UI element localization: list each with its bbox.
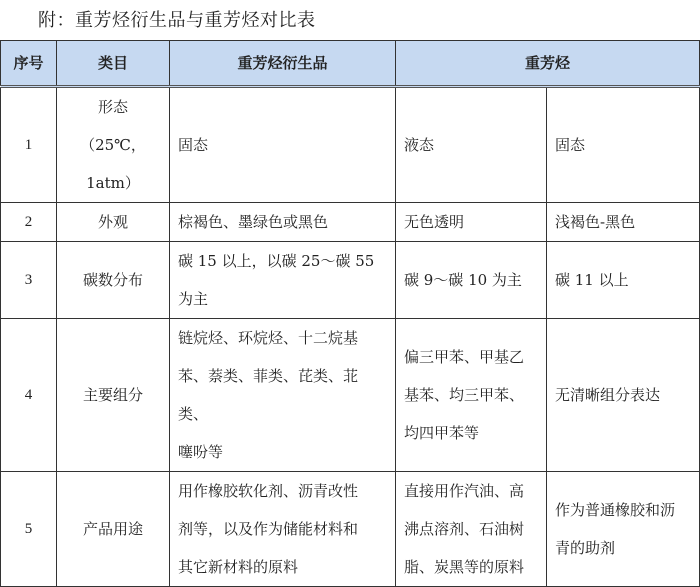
derivative-line: 苯、萘类、菲类、芘类、苝类、 [178,367,359,423]
heavy-aromatics-liquid-cell [396,319,547,472]
heavy-b-line: 作为普通橡胶和沥 [555,501,676,519]
derivative-line: 噻吩等 [178,443,224,461]
derivative-line: 为主 [178,290,209,308]
heavy-a-line: 脂、炭黑等的原料 [404,558,525,576]
heavy-b-line: 浅褐色-黑色 [555,213,636,231]
derivative-line: 固态 [178,136,209,154]
heavy-aromatics-solid-cell [547,87,700,203]
heavy-b-line: 碳 11 以上 [555,271,629,289]
row-index: 3 [1,242,57,319]
heavy-aromatics-liquid-cell [396,242,547,319]
heavy-aromatics-solid-cell [547,242,700,319]
heavy-a-line: 碳 9～碳 10 为主 [404,271,522,289]
heavy-a-line: 基苯、均三甲苯、 [404,386,525,404]
row-category [57,203,170,242]
heavy-b-line: 固态 [555,136,586,154]
derivative-cell [170,472,396,587]
row-index: 1 [1,87,57,203]
derivative-line: 其它新材料的原料 [178,558,299,576]
category-line: （25℃， [80,136,146,154]
heavy-a-line: 均四甲苯等 [404,424,480,442]
derivative-cell [170,203,396,242]
comparison-table [0,40,700,587]
category-line: 碳数分布 [82,271,143,289]
category-line: 产品用途 [82,520,143,538]
category-line: 形态 [97,98,128,116]
table-row [1,242,700,319]
heavy-aromatics-solid-cell [547,203,700,242]
table-header-row [1,41,700,87]
derivative-cell [170,319,396,472]
heavy-a-line: 液态 [404,136,435,154]
row-index: 4 [1,319,57,472]
row-category [57,242,170,319]
derivative-cell [170,87,396,203]
heavy-aromatics-liquid-cell [396,203,547,242]
heavy-b-line: 无清晰组分表达 [555,386,661,404]
table-row [1,203,700,242]
heavy-aromatics-solid-cell [547,319,700,472]
header-heavy-aromatics: 重芳烃 [396,41,700,87]
header-derivative: 重芳烃衍生品 [170,41,396,87]
row-index: 5 [1,472,57,587]
row-index: 2 [1,203,57,242]
header-index: 序号 [1,41,57,87]
derivative-line: 链烷烃、环烷烃、十二烷基 [178,329,359,347]
derivative-line: 碳 15 以上，以碳 25～碳 55 [178,252,375,270]
heavy-a-line: 沸点溶剂、石油树 [404,520,525,538]
row-category [57,87,170,203]
heavy-a-line: 偏三甲苯、甲基乙 [404,348,525,366]
heavy-a-line: 直接用作汽油、高 [404,482,525,500]
table-row [1,472,700,587]
row-category [57,472,170,587]
header-category: 类目 [57,41,170,87]
heavy-a-line: 无色透明 [404,213,465,231]
heavy-b-line: 青的助剂 [555,539,616,557]
derivative-cell [170,242,396,319]
table-row [1,319,700,472]
heavy-aromatics-liquid-cell [396,87,547,203]
category-line: 1atm） [86,174,140,192]
category-line: 外观 [97,213,128,231]
heavy-aromatics-solid-cell [547,472,700,587]
derivative-line: 用作橡胶软化剂、沥青改性 [178,482,359,500]
category-line: 主要组分 [82,386,143,404]
table-caption: 附：重芳烃衍生品与重芳烃对比表 [38,10,316,31]
row-category [57,319,170,472]
derivative-line: 棕褐色、墨绿色或黑色 [178,213,329,231]
derivative-line: 剂等，以及作为储能材料和 [178,520,359,538]
table-row [1,87,700,203]
heavy-aromatics-liquid-cell [396,472,547,587]
